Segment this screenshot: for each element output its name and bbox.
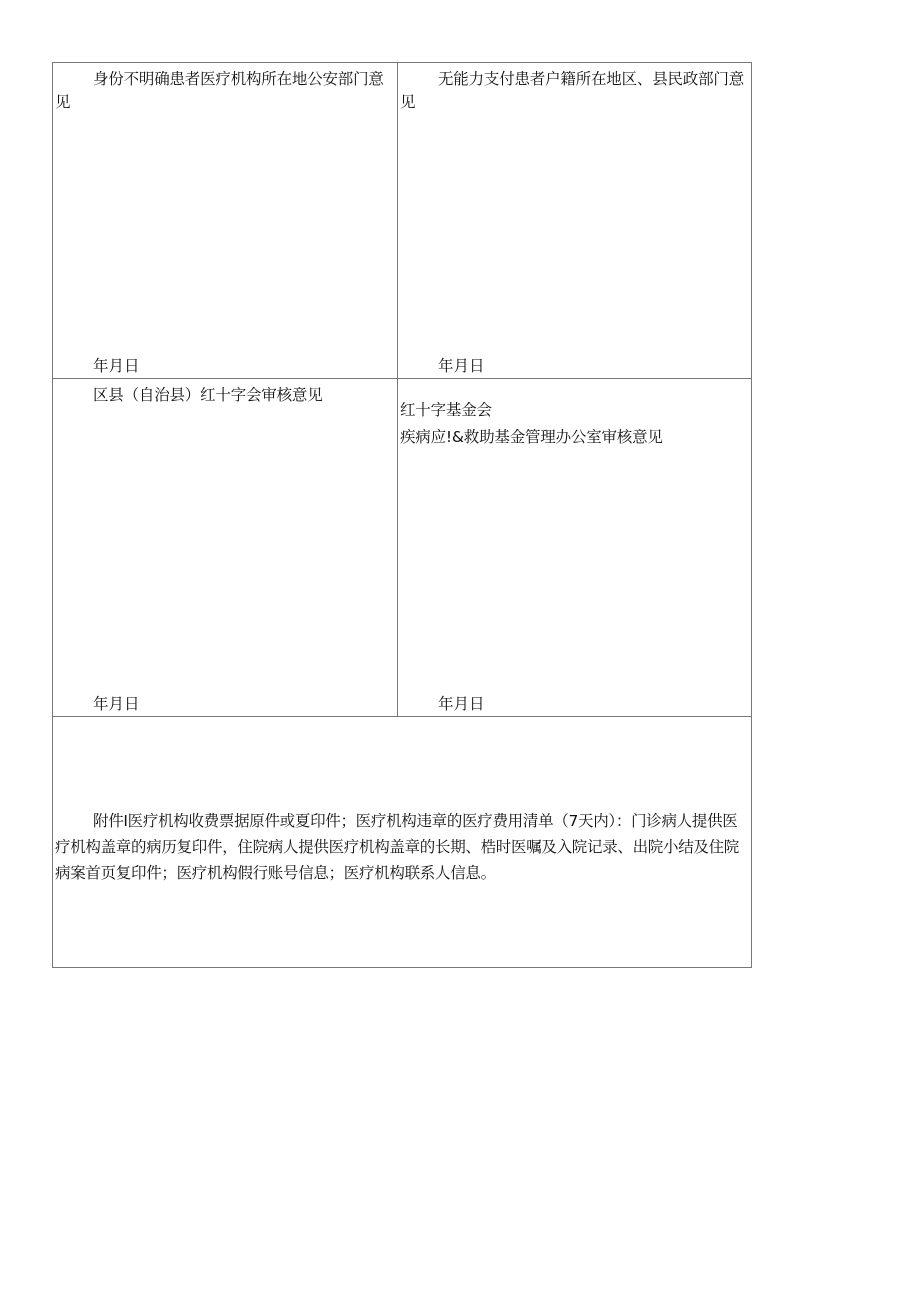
attachments-text: 附件I医疗机构收费票据原件或夏印件；医疗机构违章的医疗费用清单（7天内）：门诊病人提供医疗机构盖章的病历复印件，住院病人提供医疗机构盖章的长期、梏时医嘱及入院记录、出院小结及住院病案首页复印件；医疗机构假行账号信息；医疗机构联系人信息。 <box>55 812 740 882</box>
public-security-opinion-title: 身份不明确患者医疗机构所在地公安部门意见 <box>55 70 384 111</box>
civil-affairs-opinion-date: 年月日 <box>438 357 485 375</box>
red-cross-review-date: 年月日 <box>93 695 140 713</box>
approval-form-table <box>52 62 752 968</box>
public-security-opinion-date: 年月日 <box>93 357 140 375</box>
public-security-opinion-cell <box>53 63 397 378</box>
fund-office-review-title-line1: 红十字基金会 <box>400 401 492 419</box>
fund-office-review-cell <box>398 379 751 716</box>
red-cross-review-title: 区县（自治县）红十字会审核意见 <box>93 386 323 404</box>
civil-affairs-opinion-title: 无能力支付患者户籍所在地区、县民政部门意见 <box>400 70 745 111</box>
civil-affairs-opinion-cell <box>398 63 751 378</box>
attachments-cell <box>53 717 751 967</box>
fund-office-review-date: 年月日 <box>438 695 485 713</box>
fund-office-review-title-line2: 疾病应!&救助基金管理办公室审核意见 <box>400 428 663 446</box>
red-cross-review-cell <box>53 379 397 716</box>
